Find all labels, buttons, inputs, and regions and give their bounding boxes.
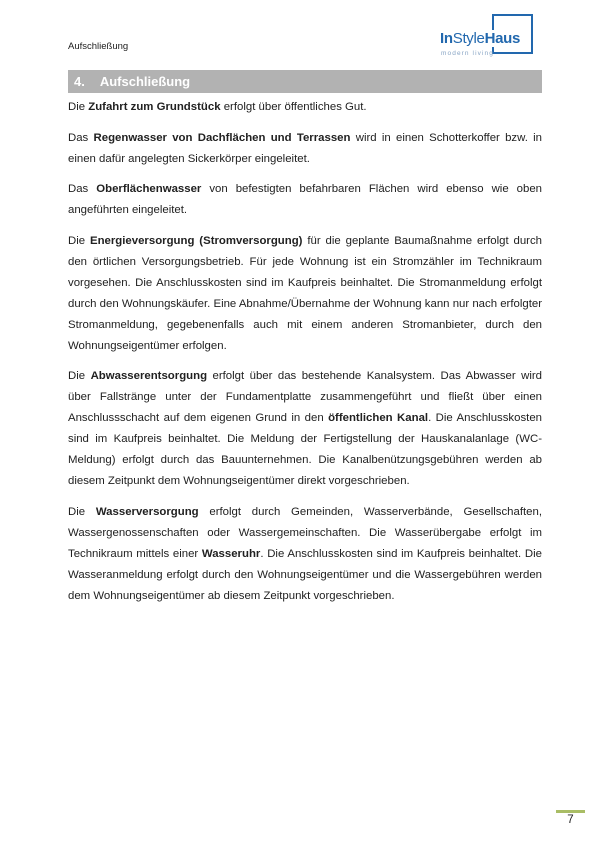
text-segment-bold: Wasseruhr xyxy=(201,547,261,560)
paragraph-regenwasser xyxy=(68,128,542,170)
text-segment-bold: Abwasserentsorgung xyxy=(90,370,208,382)
page-number: 7 xyxy=(567,814,574,826)
text-segment-bold: öffentlichen Kanal xyxy=(328,412,429,424)
logo-part-haus: Haus xyxy=(484,30,521,47)
text-segment-bold: Wasserversorgung xyxy=(95,505,199,518)
text-segment-bold: Energieversorgung (Stromversorgung) xyxy=(89,234,303,247)
text-segment-bold: Oberflächenwasser xyxy=(96,183,202,195)
paragraph-wasserversorgung xyxy=(68,502,542,607)
text-segment: Die xyxy=(68,234,90,247)
text-segment: erfolgt über das bestehende Kanalsystem. Das Abwasser wird über Fallstränge unter der Fundamentplatte zusammengeführt und fließt über einen Anschlussschacht auf dem eigenen Grund in den xyxy=(68,370,542,424)
logo-part-in: In xyxy=(440,30,453,47)
section-number: 4. xyxy=(74,74,85,89)
text-segment: für die geplante Baumaßnahme erfolgt durch den örtlichen Versorgungsbetrieb. Für jede Wohnung ist ein Stromzähler im Technikraum vorgesehen. Die Anschlusskosten sind im Kaufpreis beinhaltet. Die Stromanmeldung erfolgt durch den Wohnungskäufer. Eine Abnahme/Übernahme der Wohnung kann nur nach erfolgter Stromanmeldung, gegebenenfalls auch mit einem anderen Stromanbieter, durch den Wohnungseigentümer erfolgen. xyxy=(68,234,542,352)
text-segment-bold: Zufahrt zum Grundstück xyxy=(88,101,221,113)
paragraph-zufahrt xyxy=(68,97,542,118)
text-segment: . Die Anschlusskosten sind im Kaufpreis beinhaltet. Die Wasseranmeldung erfolgt durch den Wohnungseigentümer und die Wassergebühren werden dem Wohnungseigentümer ab diesem Zeitpunkt vorgeschrieben. xyxy=(68,547,542,602)
text-segment-bold: Regenwasser von Dachflächen und Terrassen xyxy=(93,131,351,144)
text-segment: erfolgt durch Gemeinden, Wasserverbände, Gesellschaften, Wassergenossenschaften oder Wassergemeinschaften. Die Wasserübergabe erfolgt im Technikraum mittels einer xyxy=(68,505,542,560)
paragraph-oberflaechenwasser xyxy=(68,179,542,221)
paragraph-energieversorgung xyxy=(68,231,542,357)
section-heading-bar xyxy=(68,70,542,93)
text-segment: erfolgt über öffentliches Gut. xyxy=(220,101,367,113)
document-body xyxy=(68,97,542,616)
text-segment: Die xyxy=(68,370,91,382)
section-title: Aufschließung xyxy=(99,74,191,89)
logo-tagline: modern living xyxy=(441,50,494,57)
paragraph-abwasserentsorgung xyxy=(68,366,542,492)
text-segment: Das xyxy=(68,183,97,195)
text-segment: Das xyxy=(68,131,94,144)
logo-part-style: Style xyxy=(452,30,485,47)
text-segment: Die xyxy=(68,101,89,113)
text-segment: von befestigten befahrbaren Flächen wird ebenso wie oben angeführten eingeleitet. xyxy=(68,183,542,216)
running-header: Aufschließung xyxy=(68,41,129,52)
text-segment: Die xyxy=(68,505,96,518)
footer-accent-line xyxy=(556,810,585,813)
logo-wordmark xyxy=(440,30,523,47)
text-segment: . Die Anschlusskosten sind im Kaufpreis beinhaltet. Die Meldung der Fertigstellung der Hauskanalanlage (WC-Meldung) erfolgt durch das Bauunternehmen. Die Kanalbenützungsgebühren werden ab diesem Zeitpunkt dem Wohnungseigentümer direkt vorgeschrieben. xyxy=(68,412,542,487)
text-segment: wird in einen Schotterkoffer bzw. in einen dafür angelegten Sickerkörper eingeleitet. xyxy=(68,131,542,165)
